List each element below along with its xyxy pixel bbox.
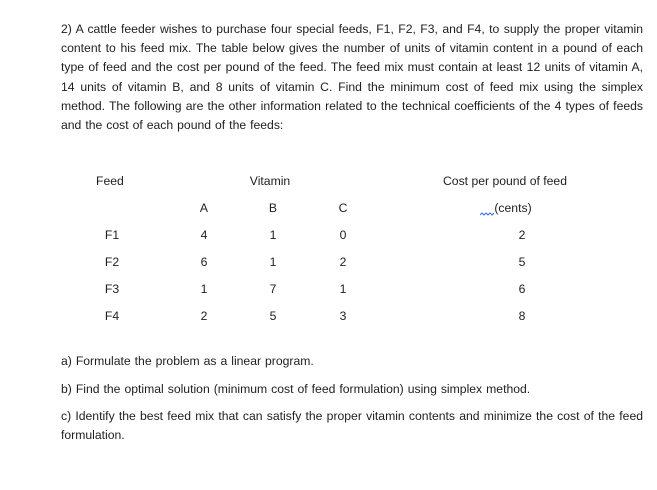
table-cell-feed: F4 — [104, 309, 120, 323]
table-cell-c: 0 — [339, 228, 347, 242]
table-cell-c: 3 — [339, 309, 347, 323]
table-cell-a: 2 — [200, 309, 208, 323]
problem-statement: 2) A cattle feeder wishes to purchase four special feeds, F1, F2, F3, and F4, to supply the proper vitamin content to his feed mix. The table below gives the number of units of vitamin content in a pound of each type of feed and the cost per pound of the feed. The feed mix must contain at least 12 units of vitamin A, 14 units of vitamin B, and 8 units of vitamin C. Find the minimum cost of feed mix using the simplex method. The following are the other information related to the technical coefficients of the 4 types of feeds and the cost of each pound of the feeds: — [61, 22, 643, 133]
table-cell-cost: 8 — [518, 309, 526, 323]
table-cell-cost: 6 — [518, 282, 526, 296]
table-cell-cost: 5 — [518, 255, 526, 269]
table-cell-feed: F2 — [104, 255, 120, 269]
question-a: a) Formulate the problem as a linear program. — [61, 354, 314, 368]
table-cell-feed: F3 — [104, 282, 120, 296]
table-cell-cost: 2 — [518, 228, 526, 242]
header-cost: Cost per pound of feed — [443, 174, 567, 188]
table-cell-c: 1 — [339, 282, 347, 296]
header-vitamin: Vitamin — [249, 174, 291, 188]
table-cell-a: 6 — [200, 255, 208, 269]
table-cell-c: 2 — [339, 255, 347, 269]
table-cell-b: 5 — [269, 309, 277, 323]
table-cell-b: 7 — [269, 282, 277, 296]
header-feed: Feed — [96, 174, 124, 188]
table-cell-a: 4 — [200, 228, 208, 242]
subheader-b: B — [268, 201, 278, 215]
spellcheck-squiggle — [480, 212, 494, 216]
table-cell-b: 1 — [269, 228, 277, 242]
table-cell-b: 1 — [269, 255, 277, 269]
table-cell-a: 1 — [200, 282, 208, 296]
question-b: b) Find the optimal solution (minimum cost of feed formulation) using simplex method. — [61, 382, 531, 396]
table-cell-feed: F1 — [104, 228, 120, 242]
subheader-c: C — [338, 201, 348, 215]
subheader-cents: (cents) — [494, 201, 532, 215]
subheader-a: A — [199, 201, 209, 215]
question-c: c) Identify the best feed mix that can satisfy the proper vitamin contents and minimize the cost of the feed formulation. — [61, 409, 643, 443]
